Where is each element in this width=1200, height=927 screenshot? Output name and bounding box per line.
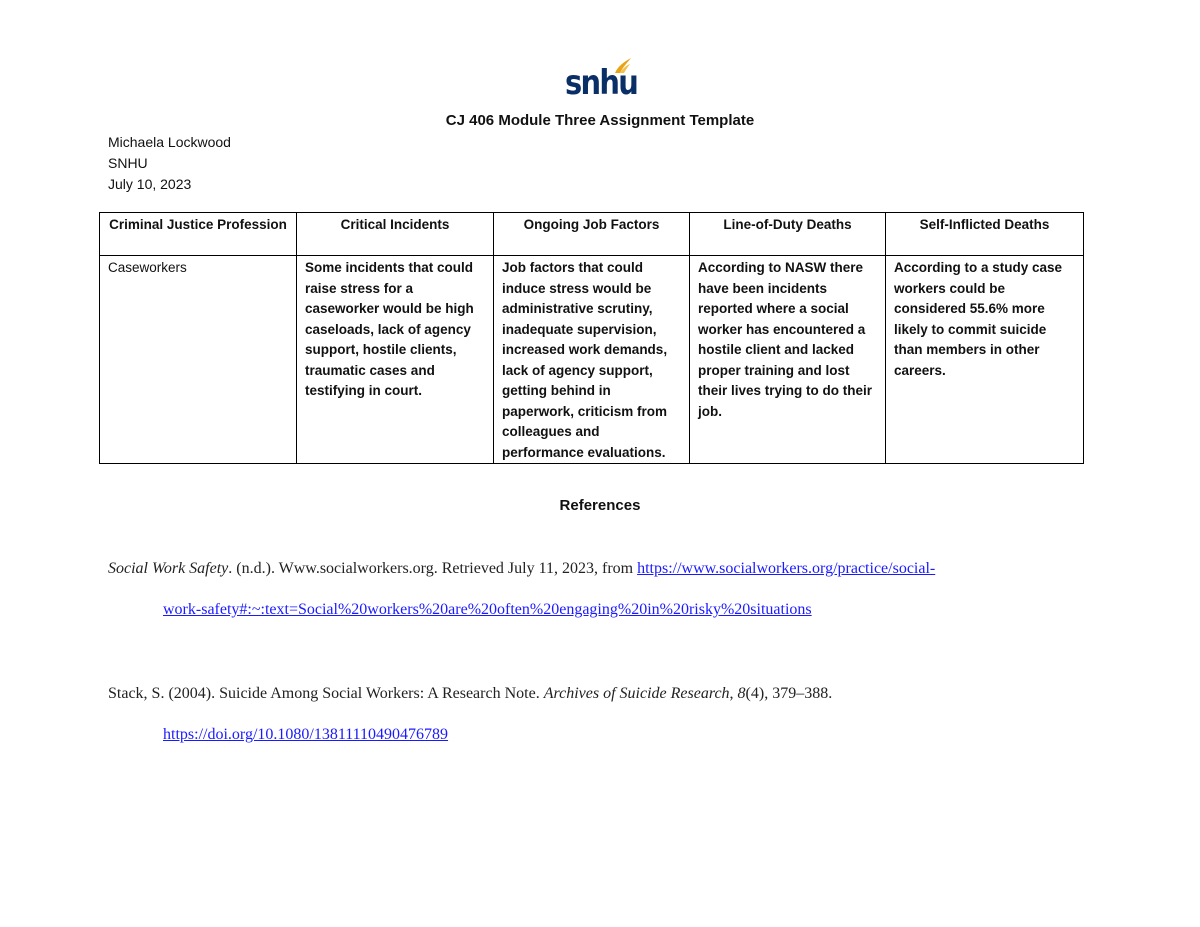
- reference-entry: [108, 548, 1088, 630]
- snhu-logo: [565, 56, 638, 104]
- reference-journal: Archives of Suicide Research: [543, 685, 730, 702]
- header-ongoing-job-factors: Ongoing Job Factors: [494, 213, 690, 256]
- reference-line: [108, 548, 1088, 589]
- author-name: Michaela Lockwood: [108, 134, 231, 150]
- header-critical-incidents: Critical Incidents: [297, 213, 494, 256]
- document-title: CJ 406 Module Three Assignment Template: [445, 112, 755, 129]
- logo-text: snhu: [565, 63, 638, 103]
- cell-profession: Caseworkers: [100, 256, 297, 464]
- header-line-of-duty-deaths: Line-of-Duty Deaths: [690, 213, 886, 256]
- reference-separator: ,: [729, 685, 738, 702]
- reference-entry: [108, 673, 1088, 755]
- reference-doi-link[interactable]: https://doi.org/10.1080/13811110490476789: [163, 726, 449, 743]
- reference-line: [108, 714, 1088, 755]
- cell-self-inflicted-deaths: According to a study case workers could be considered 55.6% more likely to commit suicide than members in other careers.: [886, 256, 1084, 464]
- references-heading: References: [559, 497, 641, 514]
- reference-link[interactable]: https://www.socialworkers.org/practice/social-: [637, 560, 936, 577]
- reference-line: [108, 673, 1088, 714]
- reference-volume: 8: [737, 685, 746, 702]
- table-header-row: [100, 213, 1084, 256]
- institution-name: SNHU: [108, 154, 148, 171]
- cell-line-of-duty-deaths: According to NASW there have been incidents reported where a social worker has encountered a hostile client and lacked proper training and lost their lives trying to do their job.: [690, 256, 886, 464]
- cell-ongoing-job-factors: Job factors that could induce stress would be administrative scrutiny, inadequate supervision, increased work demands, lack of agency support, getting behind in paperwork, criticism from colleagues and performance evaluations.: [494, 256, 690, 464]
- assignment-table: [99, 212, 1084, 464]
- table-row: [100, 256, 1084, 464]
- header-profession: Criminal Justice Profession: [100, 213, 297, 256]
- reference-pages: (4), 379–388.: [745, 685, 833, 702]
- document-meta: [108, 132, 231, 194]
- reference-text: Stack, S. (2004). Suicide Among Social Workers: A Research Note.: [108, 685, 544, 702]
- cell-critical-incidents: Some incidents that could raise stress for a caseworker would be high caseloads, lack of agency support, hostile clients, traumatic cases and testifying in court.: [297, 256, 494, 464]
- document-date: July 10, 2023: [108, 175, 192, 192]
- reference-title: Social Work Safety: [108, 560, 229, 577]
- header-self-inflicted-deaths: Self-Inflicted Deaths: [886, 213, 1084, 256]
- reference-text: . (n.d.). Www.socialworkers.org. Retrieved July 11, 2023, from: [228, 560, 638, 577]
- reference-line: [108, 589, 1088, 630]
- reference-link-continued[interactable]: work-safety#:~:text=Social%20workers%20are%20often%20engaging%20in%20risky%20situations: [163, 601, 812, 618]
